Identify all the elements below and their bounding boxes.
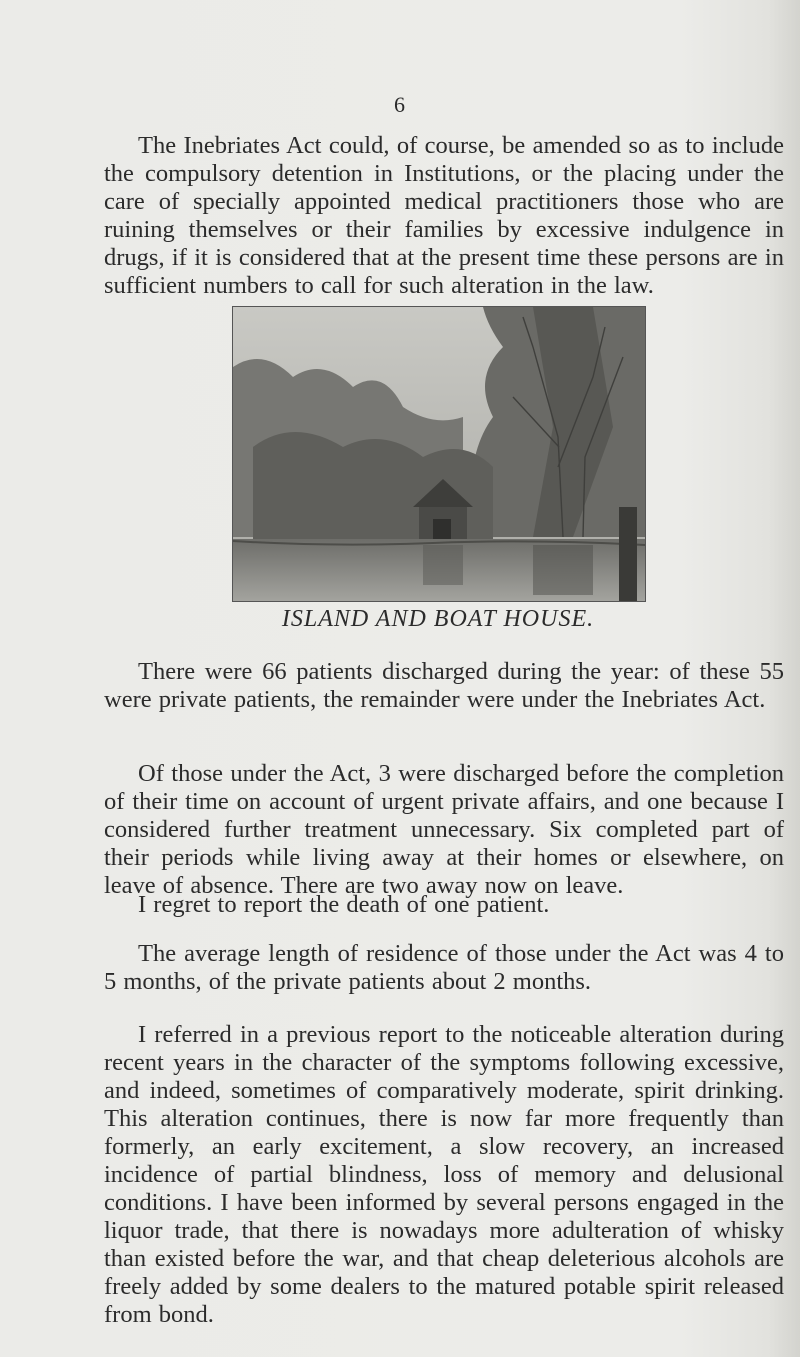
paragraph-symptom-alteration: I referred in a previous report to the noticeable alteration during recent years in the character of the symptoms following excessive, and indeed, sometimes of comparatively moderate, spirit drinking. This alteration continues, there is now far more frequently than formerly, an early excitement, a slow recovery, an increased incidence of partial blindness, loss of memory and delusional conditions. I have been informed by several persons engaged in the liquor trade, that there is nowadays more adulteration of whisky than existed before the war, and that cheap deleterious alcohols are freely added by some dealers to the matured potable spirit released from bond. bbox=[104, 1021, 784, 1328]
paragraph-those-under-act: Of those under the Act, 3 were discharged before the completion of their time on account of urgent private affairs, and one because I considered further treatment unnecessary. Six completed part of their periods while living away at their homes or elsewhere, on leave of absence. There are two away now on leave. bbox=[104, 760, 784, 899]
photo-illustration bbox=[233, 307, 645, 601]
photograph-island-boat-house bbox=[232, 306, 646, 602]
paragraph-average-residence: The average length of residence of those under the Act was 4 to 5 months, of the private patients about 2 months. bbox=[104, 940, 784, 995]
paragraph-patients-discharged: There were 66 patients discharged during the year: of these 55 were private patients, the remainder were under the Inebriates Act. bbox=[104, 658, 784, 713]
figure-caption: ISLAND AND BOAT HOUSE. bbox=[281, 606, 595, 632]
paragraph-inebriates-act: The Inebriates Act could, of course, be amended so as to include the compulsory detention in Institutions, or the placing under the care of specially appointed medical practitioners those who are ruining themselves or their families by excessive indulgence in drugs, if it is considered that at the present time these persons are in sufficient numbers to call for such alteration in the law. bbox=[104, 132, 784, 299]
page-number: 6 bbox=[394, 92, 406, 117]
paragraph-death-report: I regret to report the death of one patient. bbox=[138, 891, 550, 918]
